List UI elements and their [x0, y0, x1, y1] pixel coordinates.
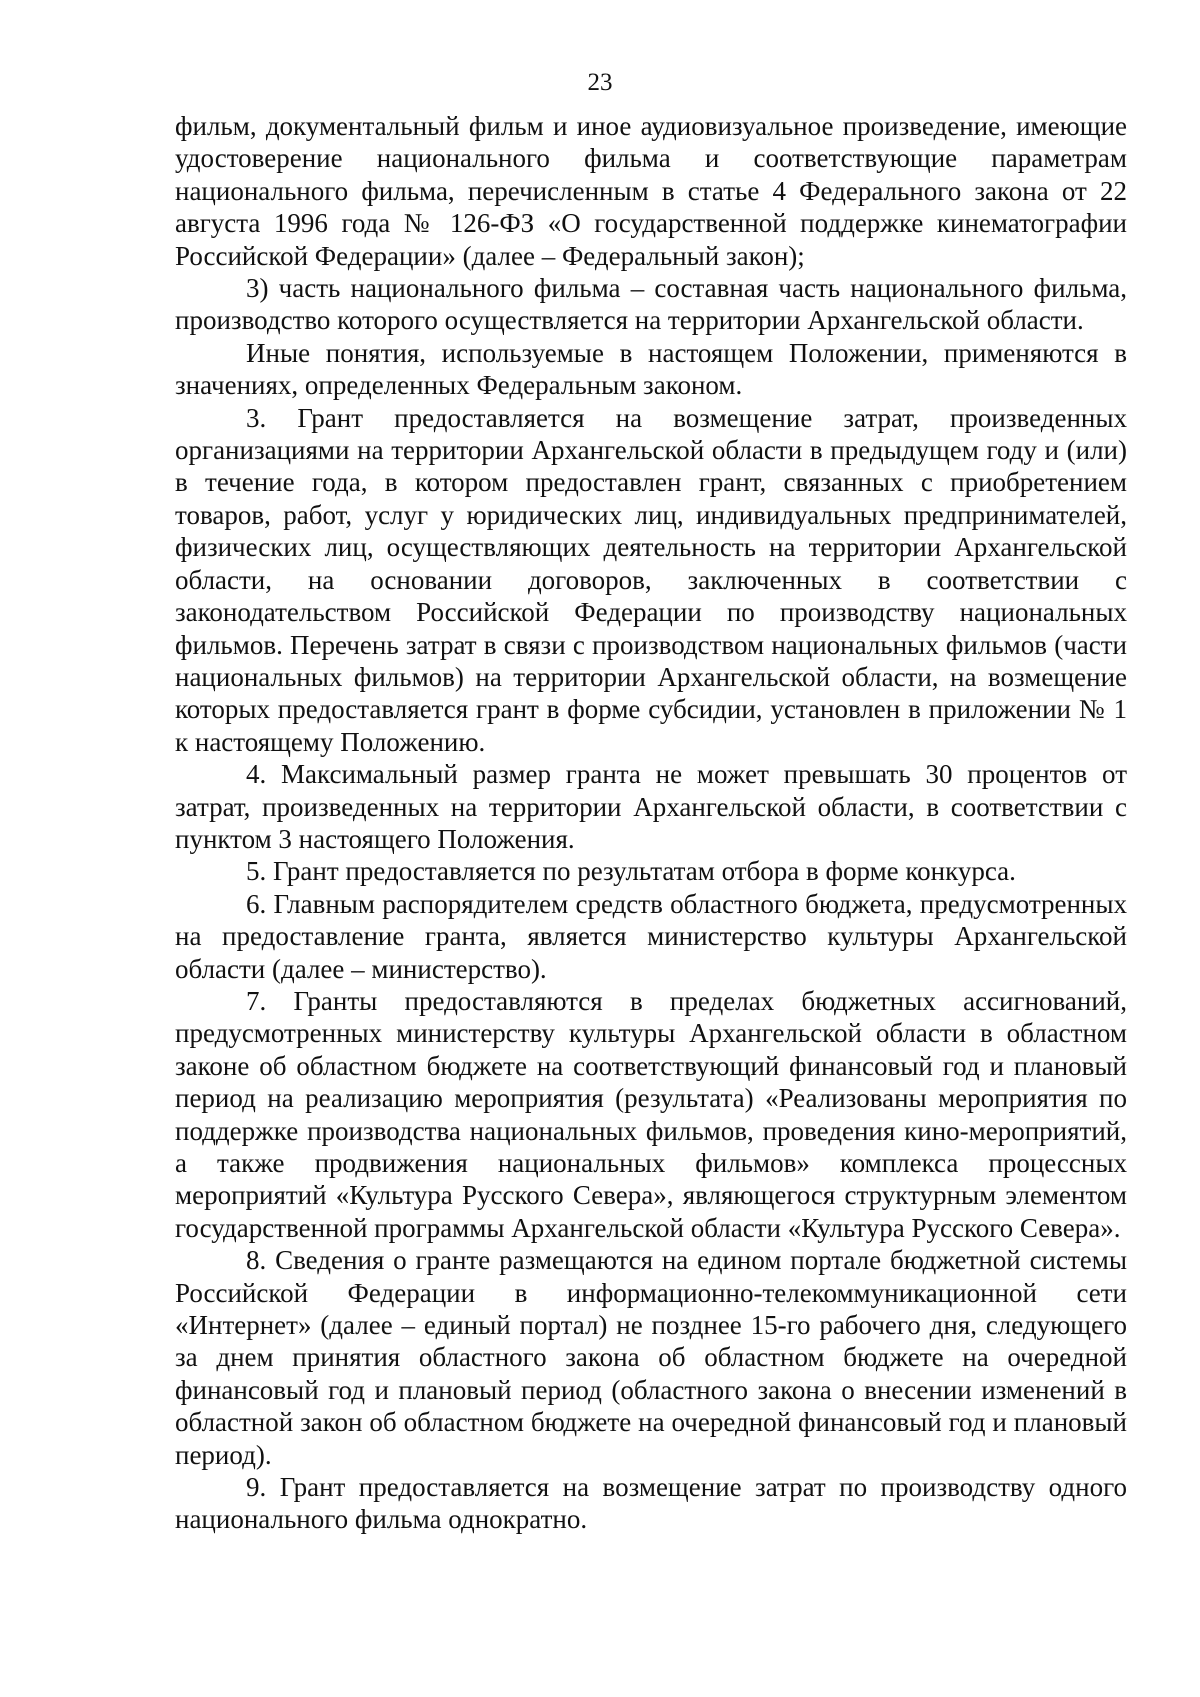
paragraph-clause-7: 7. Гранты предоставляются в пределах бюджетных ассигнований, предусмотренных министерству культуры Архангельской области в областном законе об областном бюджете на соответствующий финансовый год и плановый период на реализацию мероприятия (результата) «Реализованы мероприятия по поддержке производства национальных фильмов, проведения кино-мероприятий, а также продвижения национальных фильмов» комплекса процессных мероприятий «Культура Русского Севера», являющегося структурным элементом государственной программы Архангельской области «Культура Русского Севера». [175, 985, 1127, 1243]
paragraph-clause-5: 5. Грант предоставляется по результатам отбора в форме конкурса. [246, 856, 1016, 887]
paragraph-clause-6: 6. Главным распорядителем средств областного бюджета, предусмотренных на предоставление гранта, является министерство культуры Архангельской области (далее – министерство). [175, 888, 1127, 984]
paragraph-clause-8: 8. Сведения о гранте размещаются на едином портале бюджетной системы Российской Федерации в информационно-телекоммуникационной сети «Интернет» (далее – единый портал) не позднее 15-го рабочего дня, следующего за днем принятия областного закона об областном бюджете на очередной финансовый год и плановый период (областного закона о внесении изменений в областной закон об областном бюджете на очередной финансовый год и плановый период). [175, 1245, 1127, 1470]
paragraph-other-terms: Иные понятия, используемые в настоящем Положении, применяются в значениях, определенных Федеральным законом. [175, 337, 1127, 401]
paragraph-clause-9: 9. Грант предоставляется на возмещение затрат по производству одного национального фильма однократно. [175, 1472, 1127, 1535]
paragraph-item-3-national-film-part: 3) часть национального фильма – составная часть национального фильма, производство которого осуществляется на территории Архангельской области. [175, 273, 1127, 336]
paragraph-continuation: фильм, документальный фильм и иное аудиовизуальное произведение, имеющие удостоверение национального фильма и соответствующие параметрам национального фильма, перечисленным в статье 4 Федерального закона от 22 августа 1996 года № 126-ФЗ «О государственной поддержке кинематографии Российской Федерации» (далее – Федеральный закон); [175, 111, 1127, 271]
paragraph-clause-4: 4. Максимальный размер гранта не может превышать 30 процентов от затрат, произведенных на территории Архангельской области, в соответствии с пунктом 3 настоящего Положения. [175, 759, 1127, 854]
document-body [175, 110, 1127, 1536]
page-number: 23 [587, 69, 613, 96]
paragraph-clause-3: 3. Грант предоставляется на возмещение затрат, произведенных организациями на территории Архангельской области в предыдущем году и (или) в течение года, в котором предоставлен грант, связанных с приобретением товаров, работ, услуг у юридических лиц, индивидуальных предпринимателей, физических лиц, осуществляющих деятельность на территории Архангельской области, на основании договоров, заключенных в соответствии с законодательством Российской Федерации по производству национальных фильмов. Перечень затрат в связи с производством национальных фильмов (части национальных фильмов) на территории Архангельской области, на возмещение которых предоставляется грант в форме субсидии, установлен в приложении № 1 к настоящему Положению. [175, 402, 1127, 757]
